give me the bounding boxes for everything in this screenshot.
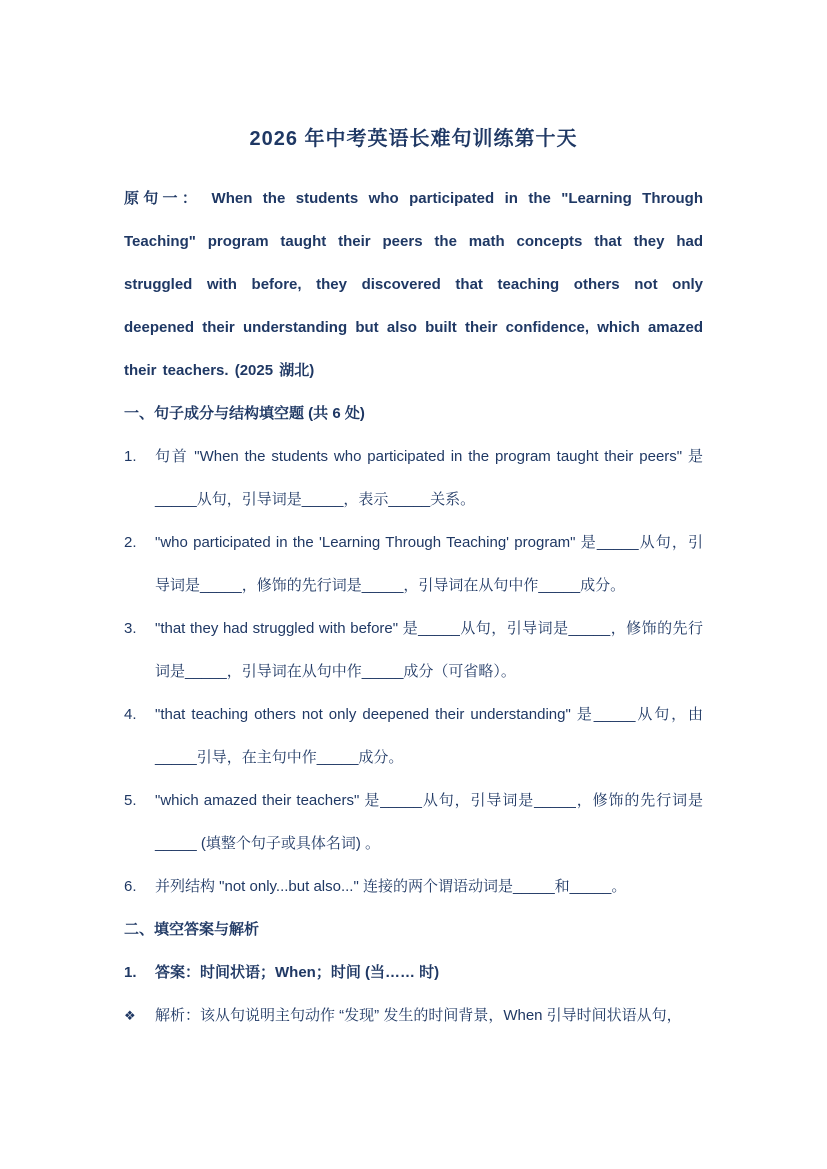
question-item-5 — [124, 779, 703, 865]
section2-heading: 二、填空答案与解析 — [124, 921, 260, 938]
question-item-4 — [124, 693, 703, 779]
question-item-2 — [124, 521, 703, 607]
question-item-1 — [124, 435, 703, 521]
question-text: "that they had struggled with before" 是_____从句，引导词是_____，修饰的先行词是_____，引导词在从句中作_____成分（可省略）。 — [155, 620, 703, 680]
section1-heading: 一、句子成分与结构填空题 (共 6 处) — [124, 405, 365, 422]
question-list — [124, 435, 703, 908]
question-number: 2. — [124, 534, 137, 551]
answer-text: 答案：时间状语；When；时间 (当…… 时) — [155, 964, 440, 981]
source-sentence-paragraph: 原句一： When the students who participated in the "Learning Through Teaching" program taught their peers the math concepts that they had struggled with before, they discovered that teaching others not only deepened their understanding but also built their confidence, which amazed their teachers. (2025 湖北) — [124, 190, 703, 379]
analysis-text: 解析：该从句说明主句动作 “发现” 发生的时间背景，When 引导时间状语从句， — [155, 1007, 682, 1024]
page-title: 2026 年中考英语长难句训练第十天 — [249, 128, 578, 150]
answer-number: 1. — [124, 964, 137, 981]
question-item-3 — [124, 607, 703, 693]
question-text: 句首 "When the students who participated in the program taught their peers" 是_____从句，引导词是_____，表示_____关系。 — [155, 448, 703, 508]
question-number: 4. — [124, 706, 137, 723]
question-text: "which amazed their teachers" 是_____从句，引导词是_____，修饰的先行词是_____ (填整个句子或具体名词) 。 — [155, 792, 703, 852]
question-number: 1. — [124, 448, 137, 465]
question-number: 6. — [124, 878, 137, 895]
answer-item-1 — [124, 951, 703, 994]
question-text: 并列结构 "not only...but also..." 连接的两个谓语动词是_____和_____。 — [155, 878, 627, 895]
diamond-bullet-icon: ❖ — [124, 1008, 136, 1023]
analysis-item-1 — [124, 994, 703, 1037]
question-text: "that teaching others not only deepened their understanding" 是_____从句，由_____引导，在主句中作_____成分。 — [155, 706, 703, 766]
question-text: "who participated in the 'Learning Through Teaching' program" 是_____从句，引导词是_____，修饰的先行词是_____，引导词在从句中作_____成分。 — [155, 534, 703, 594]
question-item-6 — [124, 865, 703, 908]
question-number: 3. — [124, 620, 137, 637]
question-number: 5. — [124, 792, 137, 809]
